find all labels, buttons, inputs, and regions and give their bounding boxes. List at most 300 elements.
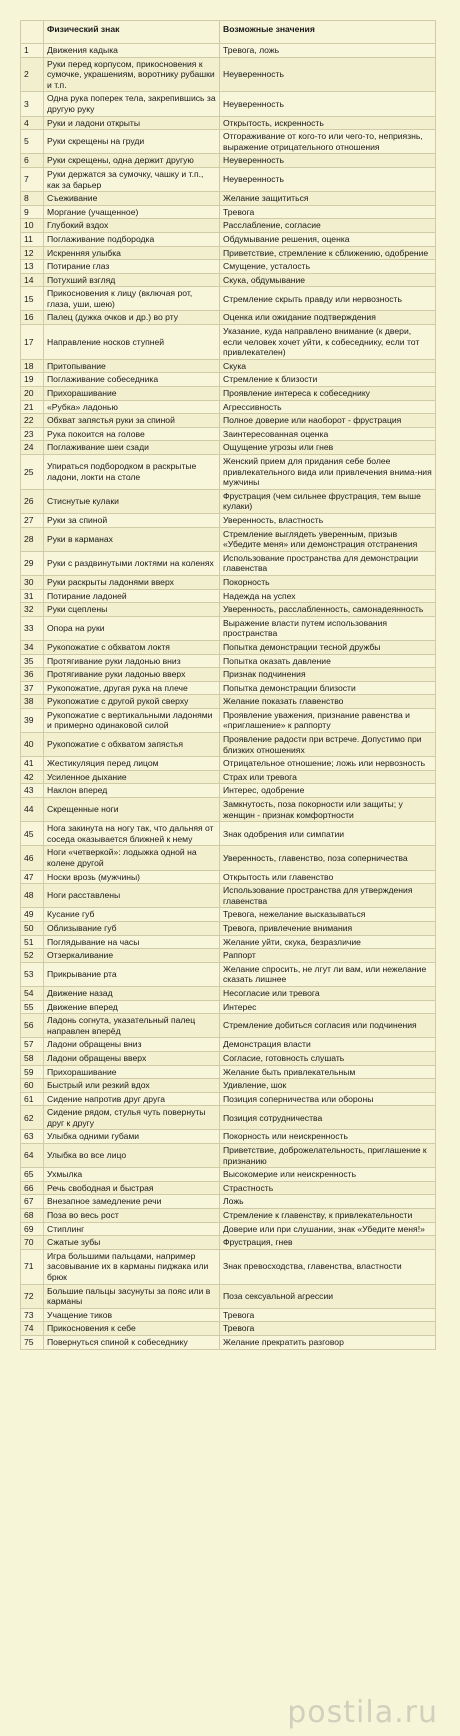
row-physical-sign: Рукопожатие с обхватом запястья — [44, 733, 220, 757]
row-number: 37 — [21, 681, 44, 695]
row-physical-sign: Рукопожатие с другой рукой сверху — [44, 695, 220, 709]
table-row — [21, 1249, 436, 1284]
row-physical-sign: Улыбка во все лицо — [44, 1144, 220, 1168]
table-row — [21, 935, 436, 949]
table-row — [21, 219, 436, 233]
row-physical-sign: Ладони обращены вверх — [44, 1051, 220, 1065]
row-number: 24 — [21, 441, 44, 455]
row-physical-sign: Скрещенные ноги — [44, 798, 220, 822]
row-physical-sign: Притопывание — [44, 359, 220, 373]
row-number: 29 — [21, 551, 44, 575]
row-number: 35 — [21, 654, 44, 668]
row-number: 42 — [21, 770, 44, 784]
row-number: 32 — [21, 603, 44, 617]
row-possible-meaning: Открытость или главенство — [220, 870, 436, 884]
row-number: 10 — [21, 219, 44, 233]
row-possible-meaning: Попытка демонстрации близости — [220, 681, 436, 695]
table-row — [21, 1209, 436, 1223]
row-physical-sign: Стиснутые кулаки — [44, 489, 220, 513]
row-physical-sign: Потирание ладоней — [44, 589, 220, 603]
row-physical-sign: Искренняя улыбка — [44, 246, 220, 260]
row-possible-meaning: Полное доверие или наоборот - фрустрация — [220, 414, 436, 428]
row-possible-meaning: Уверенность, расслабленность, самонадеянность — [220, 603, 436, 617]
row-physical-sign: Рукопожатие, другая рука на плече — [44, 681, 220, 695]
row-possible-meaning: Доверие или при слушании, знак «Убедите меня!» — [220, 1222, 436, 1236]
table-row — [21, 551, 436, 575]
table-row — [21, 527, 436, 551]
row-possible-meaning: Тревога — [220, 205, 436, 219]
row-number: 57 — [21, 1038, 44, 1052]
watermark-logo: postila.ru — [287, 1695, 438, 1730]
row-physical-sign: Речь свободная и быстрая — [44, 1181, 220, 1195]
row-physical-sign: Облизывание губ — [44, 921, 220, 935]
row-physical-sign: Нога закинута на ногу так, что дальняя от соседа оказывается ближней к нему — [44, 822, 220, 846]
row-possible-meaning: Покорность — [220, 575, 436, 589]
row-possible-meaning: Признак подчинения — [220, 668, 436, 682]
row-possible-meaning: Стремление скрыть правду или нервозность — [220, 287, 436, 311]
row-possible-meaning: Проявление интереса к собеседнику — [220, 387, 436, 401]
row-physical-sign: Потирание глаз — [44, 260, 220, 274]
row-possible-meaning: Указание, куда направлено внимание (к двери, если человек хочет уйти, к собеседнику, если тот привлекателен) — [220, 325, 436, 360]
row-number: 15 — [21, 287, 44, 311]
table-row — [21, 1181, 436, 1195]
row-possible-meaning: Желание уйти, скука, безразличие — [220, 935, 436, 949]
row-possible-meaning: Стремление добиться согласия или подчинения — [220, 1014, 436, 1038]
row-possible-meaning: Несогласие или тревога — [220, 986, 436, 1000]
row-number: 46 — [21, 846, 44, 870]
row-possible-meaning: Высокомерие или неискренность — [220, 1168, 436, 1182]
row-physical-sign: Учащение тиков — [44, 1308, 220, 1322]
row-physical-sign: Палец (дужка очков и др.) во рту — [44, 311, 220, 325]
table-row — [21, 400, 436, 414]
row-number: 72 — [21, 1284, 44, 1308]
row-possible-meaning: Стремление выглядеть уверенным, призыв «Убедите меня» или демонстрация отстранения — [220, 527, 436, 551]
row-physical-sign: Руки и ладони открыты — [44, 116, 220, 130]
row-possible-meaning: Позиция соперничества или обороны — [220, 1092, 436, 1106]
row-possible-meaning: Выражение власти путем использования пространства — [220, 616, 436, 640]
row-possible-meaning: Смущение, усталость — [220, 260, 436, 274]
row-physical-sign: Кусание губ — [44, 908, 220, 922]
row-number: 20 — [21, 387, 44, 401]
row-possible-meaning: Знак превосходства, главенства, властности — [220, 1249, 436, 1284]
row-number: 21 — [21, 400, 44, 414]
table-row — [21, 414, 436, 428]
row-number: 19 — [21, 373, 44, 387]
row-possible-meaning: Желание быть привлекательным — [220, 1065, 436, 1079]
row-number: 54 — [21, 986, 44, 1000]
row-possible-meaning: Тревога — [220, 1308, 436, 1322]
table-row — [21, 246, 436, 260]
row-possible-meaning: Агрессивность — [220, 400, 436, 414]
row-number: 40 — [21, 733, 44, 757]
table-row — [21, 130, 436, 154]
row-possible-meaning: Фрустрация, гнев — [220, 1236, 436, 1250]
row-possible-meaning: Приветствие, доброжелательность, приглашение к признанию — [220, 1144, 436, 1168]
row-possible-meaning: Использование пространства для демонстрации главенства — [220, 551, 436, 575]
row-number: 41 — [21, 757, 44, 771]
table-row — [21, 1308, 436, 1322]
row-physical-sign: Игра большими пальцами, например засовывание их в карманы пиджака или брюк — [44, 1249, 220, 1284]
row-number: 3 — [21, 92, 44, 116]
table-row — [21, 1130, 436, 1144]
row-physical-sign: Прихорашивание — [44, 387, 220, 401]
row-number: 9 — [21, 205, 44, 219]
row-possible-meaning: Стремление к близости — [220, 373, 436, 387]
row-number: 65 — [21, 1168, 44, 1182]
row-number: 49 — [21, 908, 44, 922]
table-row — [21, 325, 436, 360]
row-physical-sign: Ноги «четверкой»: лодыжка одной на колене другой — [44, 846, 220, 870]
row-physical-sign: Рукопожатие с обхватом локтя — [44, 640, 220, 654]
row-physical-sign: Прихорашивание — [44, 1065, 220, 1079]
row-possible-meaning: Тревога, нежелание высказываться — [220, 908, 436, 922]
row-physical-sign: Руки с раздвинутыми локтями на коленях — [44, 551, 220, 575]
row-number: 64 — [21, 1144, 44, 1168]
row-number: 44 — [21, 798, 44, 822]
table-row — [21, 603, 436, 617]
row-number: 56 — [21, 1014, 44, 1038]
row-number: 5 — [21, 130, 44, 154]
table-row — [21, 784, 436, 798]
row-possible-meaning: Позиция сотрудничества — [220, 1106, 436, 1130]
row-number: 48 — [21, 884, 44, 908]
table-row — [21, 154, 436, 168]
row-possible-meaning: Желание спросить, не лгут ли вам, или нежелание сказать лишнее — [220, 962, 436, 986]
row-physical-sign: Опора на руки — [44, 616, 220, 640]
row-physical-sign: Руки держатся за сумочку, чашку и т.п., как за барьер — [44, 167, 220, 191]
row-possible-meaning: Раппорт — [220, 949, 436, 963]
row-physical-sign: Обхват запястья руки за спиной — [44, 414, 220, 428]
table-row — [21, 1236, 436, 1250]
table-row — [21, 44, 436, 58]
row-number: 39 — [21, 708, 44, 732]
row-possible-meaning: Обдумывание решения, оценка — [220, 232, 436, 246]
table-row — [21, 427, 436, 441]
row-physical-sign: Стиплинг — [44, 1222, 220, 1236]
row-physical-sign: Прикрывание рта — [44, 962, 220, 986]
table-row — [21, 1195, 436, 1209]
table-row — [21, 1322, 436, 1336]
row-possible-meaning: Неуверенность — [220, 154, 436, 168]
row-number: 22 — [21, 414, 44, 428]
row-physical-sign: Ладонь согнута, указательный палец направлен вперёд — [44, 1014, 220, 1038]
table-row — [21, 616, 436, 640]
row-possible-meaning: Скука — [220, 359, 436, 373]
table-row — [21, 311, 436, 325]
row-physical-sign: Руки раскрыты ладонями вверх — [44, 575, 220, 589]
row-number: 4 — [21, 116, 44, 130]
row-possible-meaning: Тревога, привлечение внимания — [220, 921, 436, 935]
table-row — [21, 1284, 436, 1308]
table-row — [21, 1222, 436, 1236]
row-number: 12 — [21, 246, 44, 260]
table-row — [21, 373, 436, 387]
row-physical-sign: Улыбка одними губами — [44, 1130, 220, 1144]
row-number: 6 — [21, 154, 44, 168]
table-row — [21, 681, 436, 695]
row-number: 30 — [21, 575, 44, 589]
row-number: 68 — [21, 1209, 44, 1223]
row-possible-meaning: Желание прекратить разговор — [220, 1335, 436, 1349]
row-possible-meaning: Стремление к главенству, к привлекательности — [220, 1209, 436, 1223]
row-physical-sign: Протягивание руки ладонью вниз — [44, 654, 220, 668]
row-number: 36 — [21, 668, 44, 682]
table-row — [21, 949, 436, 963]
row-number: 28 — [21, 527, 44, 551]
table-row — [21, 798, 436, 822]
row-possible-meaning: Интерес — [220, 1000, 436, 1014]
row-physical-sign: Носки врозь (мужчины) — [44, 870, 220, 884]
row-number: 47 — [21, 870, 44, 884]
row-physical-sign: Внезапное замедление речи — [44, 1195, 220, 1209]
row-possible-meaning: Страх или тревога — [220, 770, 436, 784]
row-physical-sign: Руки за спиной — [44, 513, 220, 527]
table-row — [21, 908, 436, 922]
row-number: 16 — [21, 311, 44, 325]
header-possible-meanings: Возможные значения — [220, 21, 436, 44]
row-physical-sign: Поглаживание подбородка — [44, 232, 220, 246]
row-number: 7 — [21, 167, 44, 191]
row-possible-meaning: Скука, обдумывание — [220, 273, 436, 287]
table-row — [21, 589, 436, 603]
row-number: 13 — [21, 260, 44, 274]
row-number: 62 — [21, 1106, 44, 1130]
row-physical-sign: Руки сцеплены — [44, 603, 220, 617]
row-number: 45 — [21, 822, 44, 846]
row-physical-sign: Рука покоится на голове — [44, 427, 220, 441]
row-number: 18 — [21, 359, 44, 373]
row-possible-meaning: Страстность — [220, 1181, 436, 1195]
row-physical-sign: Усиленное дыхание — [44, 770, 220, 784]
row-number: 27 — [21, 513, 44, 527]
row-possible-meaning: Попытка демонстрации тесной дружбы — [220, 640, 436, 654]
row-possible-meaning: Использование пространства для утверждения главенства — [220, 884, 436, 908]
row-possible-meaning: Покорность или неискренность — [220, 1130, 436, 1144]
row-possible-meaning: Отгораживание от кого-то или чего-то, неприязнь, выражение отрицательного отношения — [220, 130, 436, 154]
row-possible-meaning: Интерес, одобрение — [220, 784, 436, 798]
row-possible-meaning: Фрустрация (чем сильнее фрустрация, тем выше кулаки) — [220, 489, 436, 513]
row-number: 23 — [21, 427, 44, 441]
row-number: 70 — [21, 1236, 44, 1250]
row-physical-sign: Прикосновения к лицу (включая рот, глаза, уши, шею) — [44, 287, 220, 311]
row-physical-sign: «Рубка» ладонью — [44, 400, 220, 414]
row-possible-meaning: Знак одобрения или симпатии — [220, 822, 436, 846]
row-number: 59 — [21, 1065, 44, 1079]
row-possible-meaning: Уверенность, главенство, поза соперничества — [220, 846, 436, 870]
row-physical-sign: Съеживание — [44, 192, 220, 206]
table-row — [21, 733, 436, 757]
header-physical-sign: Физический знак — [44, 21, 220, 44]
row-physical-sign: Поглаживание собеседника — [44, 373, 220, 387]
table-row — [21, 822, 436, 846]
row-number: 50 — [21, 921, 44, 935]
row-number: 52 — [21, 949, 44, 963]
row-physical-sign: Руки скрещены, одна держит другую — [44, 154, 220, 168]
table-row — [21, 92, 436, 116]
row-number: 67 — [21, 1195, 44, 1209]
row-physical-sign: Движение назад — [44, 986, 220, 1000]
row-number: 63 — [21, 1130, 44, 1144]
row-number: 2 — [21, 57, 44, 92]
row-physical-sign: Сжатые зубы — [44, 1236, 220, 1250]
row-possible-meaning: Открытость, искренность — [220, 116, 436, 130]
table-row — [21, 708, 436, 732]
table-row — [21, 116, 436, 130]
row-physical-sign: Глубокий вздох — [44, 219, 220, 233]
table-row — [21, 846, 436, 870]
table-row — [21, 1144, 436, 1168]
header-row — [21, 21, 436, 44]
row-number: 61 — [21, 1092, 44, 1106]
row-number: 33 — [21, 616, 44, 640]
row-possible-meaning: Оценка или ожидание подтверждения — [220, 311, 436, 325]
row-possible-meaning: Расслабление, согласие — [220, 219, 436, 233]
row-possible-meaning: Демонстрация власти — [220, 1038, 436, 1052]
row-possible-meaning: Тревога, ложь — [220, 44, 436, 58]
table-row — [21, 441, 436, 455]
table-row — [21, 260, 436, 274]
table-row — [21, 232, 436, 246]
row-number: 14 — [21, 273, 44, 287]
table-row — [21, 668, 436, 682]
row-physical-sign: Поглаживание шеи сзади — [44, 441, 220, 455]
row-number: 31 — [21, 589, 44, 603]
row-possible-meaning: Желание защититься — [220, 192, 436, 206]
row-number: 73 — [21, 1308, 44, 1322]
row-physical-sign: Поглядывание на часы — [44, 935, 220, 949]
row-possible-meaning: Уверенность, властность — [220, 513, 436, 527]
table-row — [21, 1000, 436, 1014]
row-physical-sign: Движение вперед — [44, 1000, 220, 1014]
table-row — [21, 1106, 436, 1130]
row-number: 25 — [21, 455, 44, 490]
table-row — [21, 695, 436, 709]
row-physical-sign: Большие пальцы засунуты за пояс или в карманы — [44, 1284, 220, 1308]
row-number: 75 — [21, 1335, 44, 1349]
row-possible-meaning: Женский прием для придания себе более привлекательного вида или привлечения внима-ния мужчины — [220, 455, 436, 490]
row-possible-meaning: Заинтересованная оценка — [220, 427, 436, 441]
row-physical-sign: Одна рука поперек тела, закрепившись за другую руку — [44, 92, 220, 116]
row-number: 8 — [21, 192, 44, 206]
row-physical-sign: Руки скрещены на груди — [44, 130, 220, 154]
row-number: 69 — [21, 1222, 44, 1236]
row-number: 71 — [21, 1249, 44, 1284]
row-physical-sign: Сидение рядом, стулья чуть повернуты друг к другу — [44, 1106, 220, 1130]
row-number: 26 — [21, 489, 44, 513]
row-physical-sign: Потухший взгляд — [44, 273, 220, 287]
table-row — [21, 1168, 436, 1182]
row-number: 51 — [21, 935, 44, 949]
row-physical-sign: Повернуться спиной к собеседнику — [44, 1335, 220, 1349]
table-row — [21, 640, 436, 654]
row-physical-sign: Упираться подбородком в раскрытые ладони, локти на столе — [44, 455, 220, 490]
row-physical-sign: Рукопожатие с вертикальными ладонями и примерно одинаковой силой — [44, 708, 220, 732]
table-row — [21, 770, 436, 784]
row-physical-sign: Ладони обращены вниз — [44, 1038, 220, 1052]
row-number: 60 — [21, 1079, 44, 1093]
table-row — [21, 455, 436, 490]
table-row — [21, 962, 436, 986]
row-physical-sign: Руки перед корпусом, прикосновения к сумочке, украшениям, воротнику рубашки и т.п. — [44, 57, 220, 92]
header-number — [21, 21, 44, 44]
row-number: 1 — [21, 44, 44, 58]
table-row — [21, 359, 436, 373]
row-physical-sign: Ухмылка — [44, 1168, 220, 1182]
row-physical-sign: Ноги расставлены — [44, 884, 220, 908]
row-possible-meaning: Проявление радости при встрече. Допустимо при близких отношениях — [220, 733, 436, 757]
table-row — [21, 1065, 436, 1079]
table-row — [21, 986, 436, 1000]
row-number: 17 — [21, 325, 44, 360]
table-row — [21, 287, 436, 311]
row-physical-sign: Направление носков ступней — [44, 325, 220, 360]
row-physical-sign: Сидение напротив друг друга — [44, 1092, 220, 1106]
table-row — [21, 273, 436, 287]
row-possible-meaning: Поза сексуальной агрессии — [220, 1284, 436, 1308]
table-row — [21, 921, 436, 935]
row-number: 55 — [21, 1000, 44, 1014]
row-number: 34 — [21, 640, 44, 654]
table-body — [21, 44, 436, 1350]
table-row — [21, 1014, 436, 1038]
table-row — [21, 387, 436, 401]
table-row — [21, 205, 436, 219]
row-number: 43 — [21, 784, 44, 798]
row-possible-meaning: Надежда на успех — [220, 589, 436, 603]
row-physical-sign: Прикосновения к себе — [44, 1322, 220, 1336]
row-physical-sign: Быстрый или резкий вдох — [44, 1079, 220, 1093]
table-row — [21, 1335, 436, 1349]
row-physical-sign: Жестикуляция перед лицом — [44, 757, 220, 771]
row-possible-meaning: Неуверенность — [220, 57, 436, 92]
row-possible-meaning: Попытка оказать давление — [220, 654, 436, 668]
row-possible-meaning: Согласие, готовность слушать — [220, 1051, 436, 1065]
row-possible-meaning: Замкнутость, поза покорности или защиты; у женщин - признак комфортности — [220, 798, 436, 822]
table-row — [21, 192, 436, 206]
table-row — [21, 884, 436, 908]
row-physical-sign: Поза во весь рост — [44, 1209, 220, 1223]
row-possible-meaning: Приветствие, стремление к сближению, одобрение — [220, 246, 436, 260]
table-row — [21, 757, 436, 771]
table-row — [21, 1079, 436, 1093]
table-row — [21, 1051, 436, 1065]
row-number: 58 — [21, 1051, 44, 1065]
table-row — [21, 489, 436, 513]
row-possible-meaning: Ложь — [220, 1195, 436, 1209]
row-physical-sign: Протягивание руки ладонью вверх — [44, 668, 220, 682]
row-number: 11 — [21, 232, 44, 246]
table-row — [21, 513, 436, 527]
table-header — [21, 21, 436, 44]
table-row — [21, 1038, 436, 1052]
body-language-table — [20, 20, 436, 1350]
row-physical-sign: Движения кадыка — [44, 44, 220, 58]
row-possible-meaning: Тревога — [220, 1322, 436, 1336]
row-possible-meaning: Неуверенность — [220, 167, 436, 191]
table-row — [21, 870, 436, 884]
row-possible-meaning: Удивление, шок — [220, 1079, 436, 1093]
row-physical-sign: Моргание (учащенное) — [44, 205, 220, 219]
row-number: 53 — [21, 962, 44, 986]
table-row — [21, 167, 436, 191]
row-physical-sign: Отзеркаливание — [44, 949, 220, 963]
row-possible-meaning: Ощущение угрозы или гнев — [220, 441, 436, 455]
row-possible-meaning: Желание показать главенство — [220, 695, 436, 709]
row-possible-meaning: Отрицательное отношение; ложь или нервозность — [220, 757, 436, 771]
row-physical-sign: Руки в карманах — [44, 527, 220, 551]
table-row — [21, 575, 436, 589]
row-number: 38 — [21, 695, 44, 709]
